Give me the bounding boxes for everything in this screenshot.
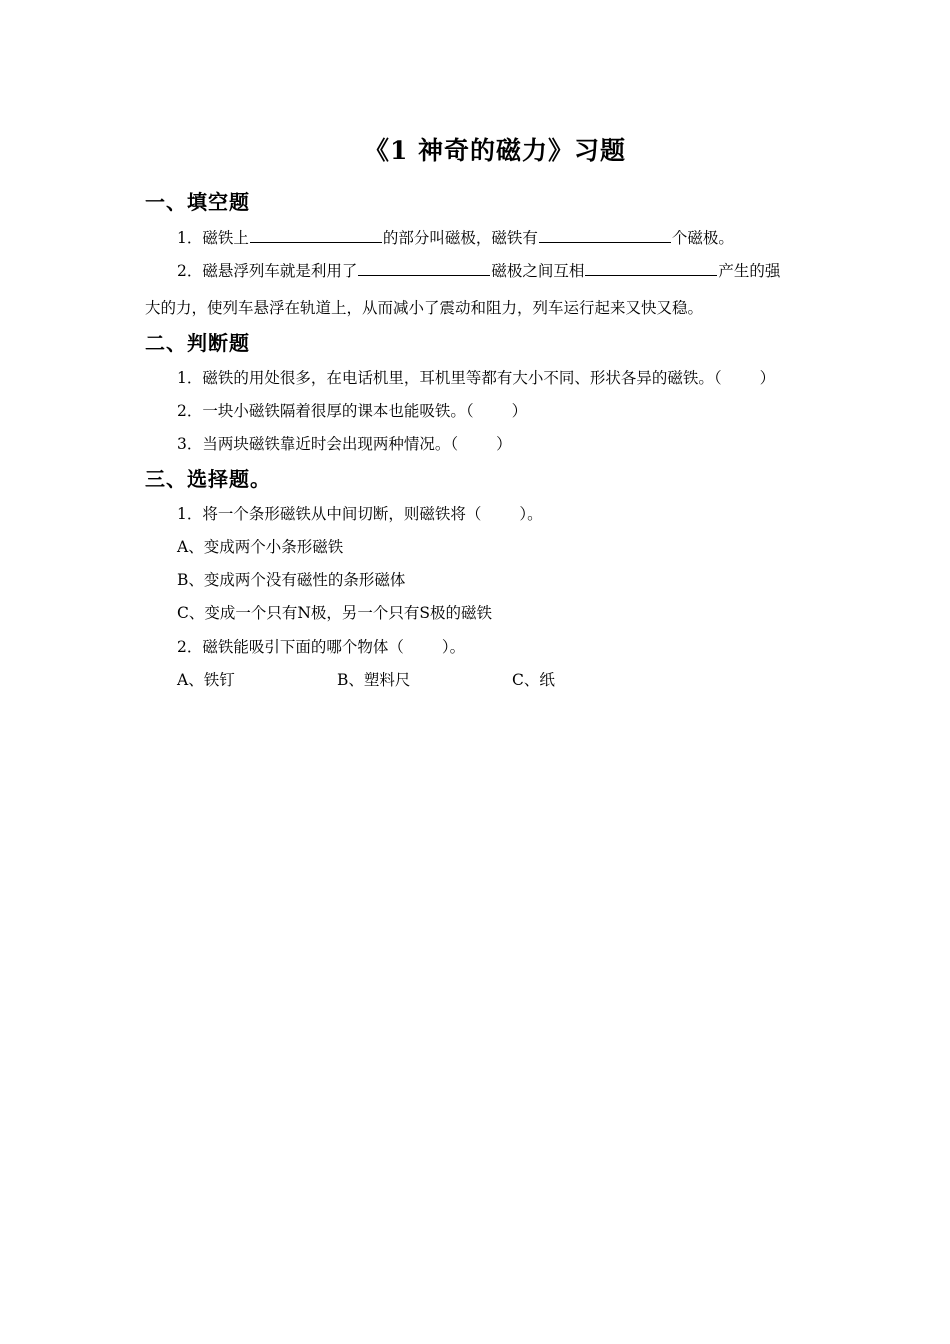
question-text: 1．将一个条形磁铁从中间切断，则磁铁将（	[177, 505, 482, 523]
answer-blank	[250, 228, 382, 243]
question-text: 产生的强	[718, 262, 781, 280]
fill-blank-question-2-continued: 大的力，使列车悬浮在轨道上，从而减小了震动和阻力，列车运行起来又快又稳。	[145, 299, 704, 317]
page-title: 《1 神奇的磁力》习题	[363, 136, 627, 165]
section-heading-multiple-choice: 三、选择题。	[145, 467, 271, 491]
choice-question-1	[177, 502, 543, 524]
question-text: 1．磁铁的用处很多，在电话机里，耳机里等都有大小不同、形状各异的磁铁。（	[177, 369, 722, 387]
paren-close: ）	[496, 435, 512, 453]
choice-option-b: B、塑料尺	[337, 671, 411, 689]
question-text: 磁极之间互相	[491, 262, 585, 280]
question-text: 个磁极。	[671, 229, 734, 247]
choice-option-a: A、铁钉	[177, 671, 235, 689]
choice-option-c: C、纸	[512, 671, 555, 689]
section-heading-true-false: 二、判断题	[145, 331, 250, 355]
paren-close: ）	[511, 402, 528, 420]
choice-option-c: C、变成一个只有N极，另一个只有S极的磁铁	[177, 604, 493, 622]
true-false-question-1	[177, 366, 775, 388]
section-heading-fill-blank: 一、填空题	[145, 190, 250, 214]
answer-blank	[358, 261, 490, 276]
fill-blank-question-1	[177, 226, 734, 248]
fill-blank-question-2	[177, 259, 780, 281]
question-text: 2．磁悬浮列车就是利用了	[177, 262, 358, 280]
true-false-question-2	[177, 399, 527, 421]
question-text: 2．一块小磁铁隔着很厚的课本也能吸铁。（	[177, 402, 474, 420]
question-text: 2．磁铁能吸引下面的哪个物体（	[177, 638, 404, 656]
paren-close: ）。	[441, 638, 466, 656]
question-text: 3．当两块磁铁靠近时会出现两种情况。（	[177, 435, 459, 453]
choice-question-2	[177, 635, 465, 657]
paren-close: ）	[759, 369, 776, 387]
question-text: 1．磁铁上	[177, 229, 249, 247]
true-false-question-3	[177, 432, 512, 454]
answer-blank	[539, 228, 671, 243]
answer-blank	[585, 261, 717, 276]
paren-close: ）。	[519, 505, 543, 523]
choice-option-b: B、变成两个没有磁性的条形磁体	[177, 571, 406, 589]
question-text: 的部分叫磁极，磁铁有	[382, 229, 538, 247]
choice-option-a: A、变成两个小条形磁铁	[177, 538, 344, 556]
